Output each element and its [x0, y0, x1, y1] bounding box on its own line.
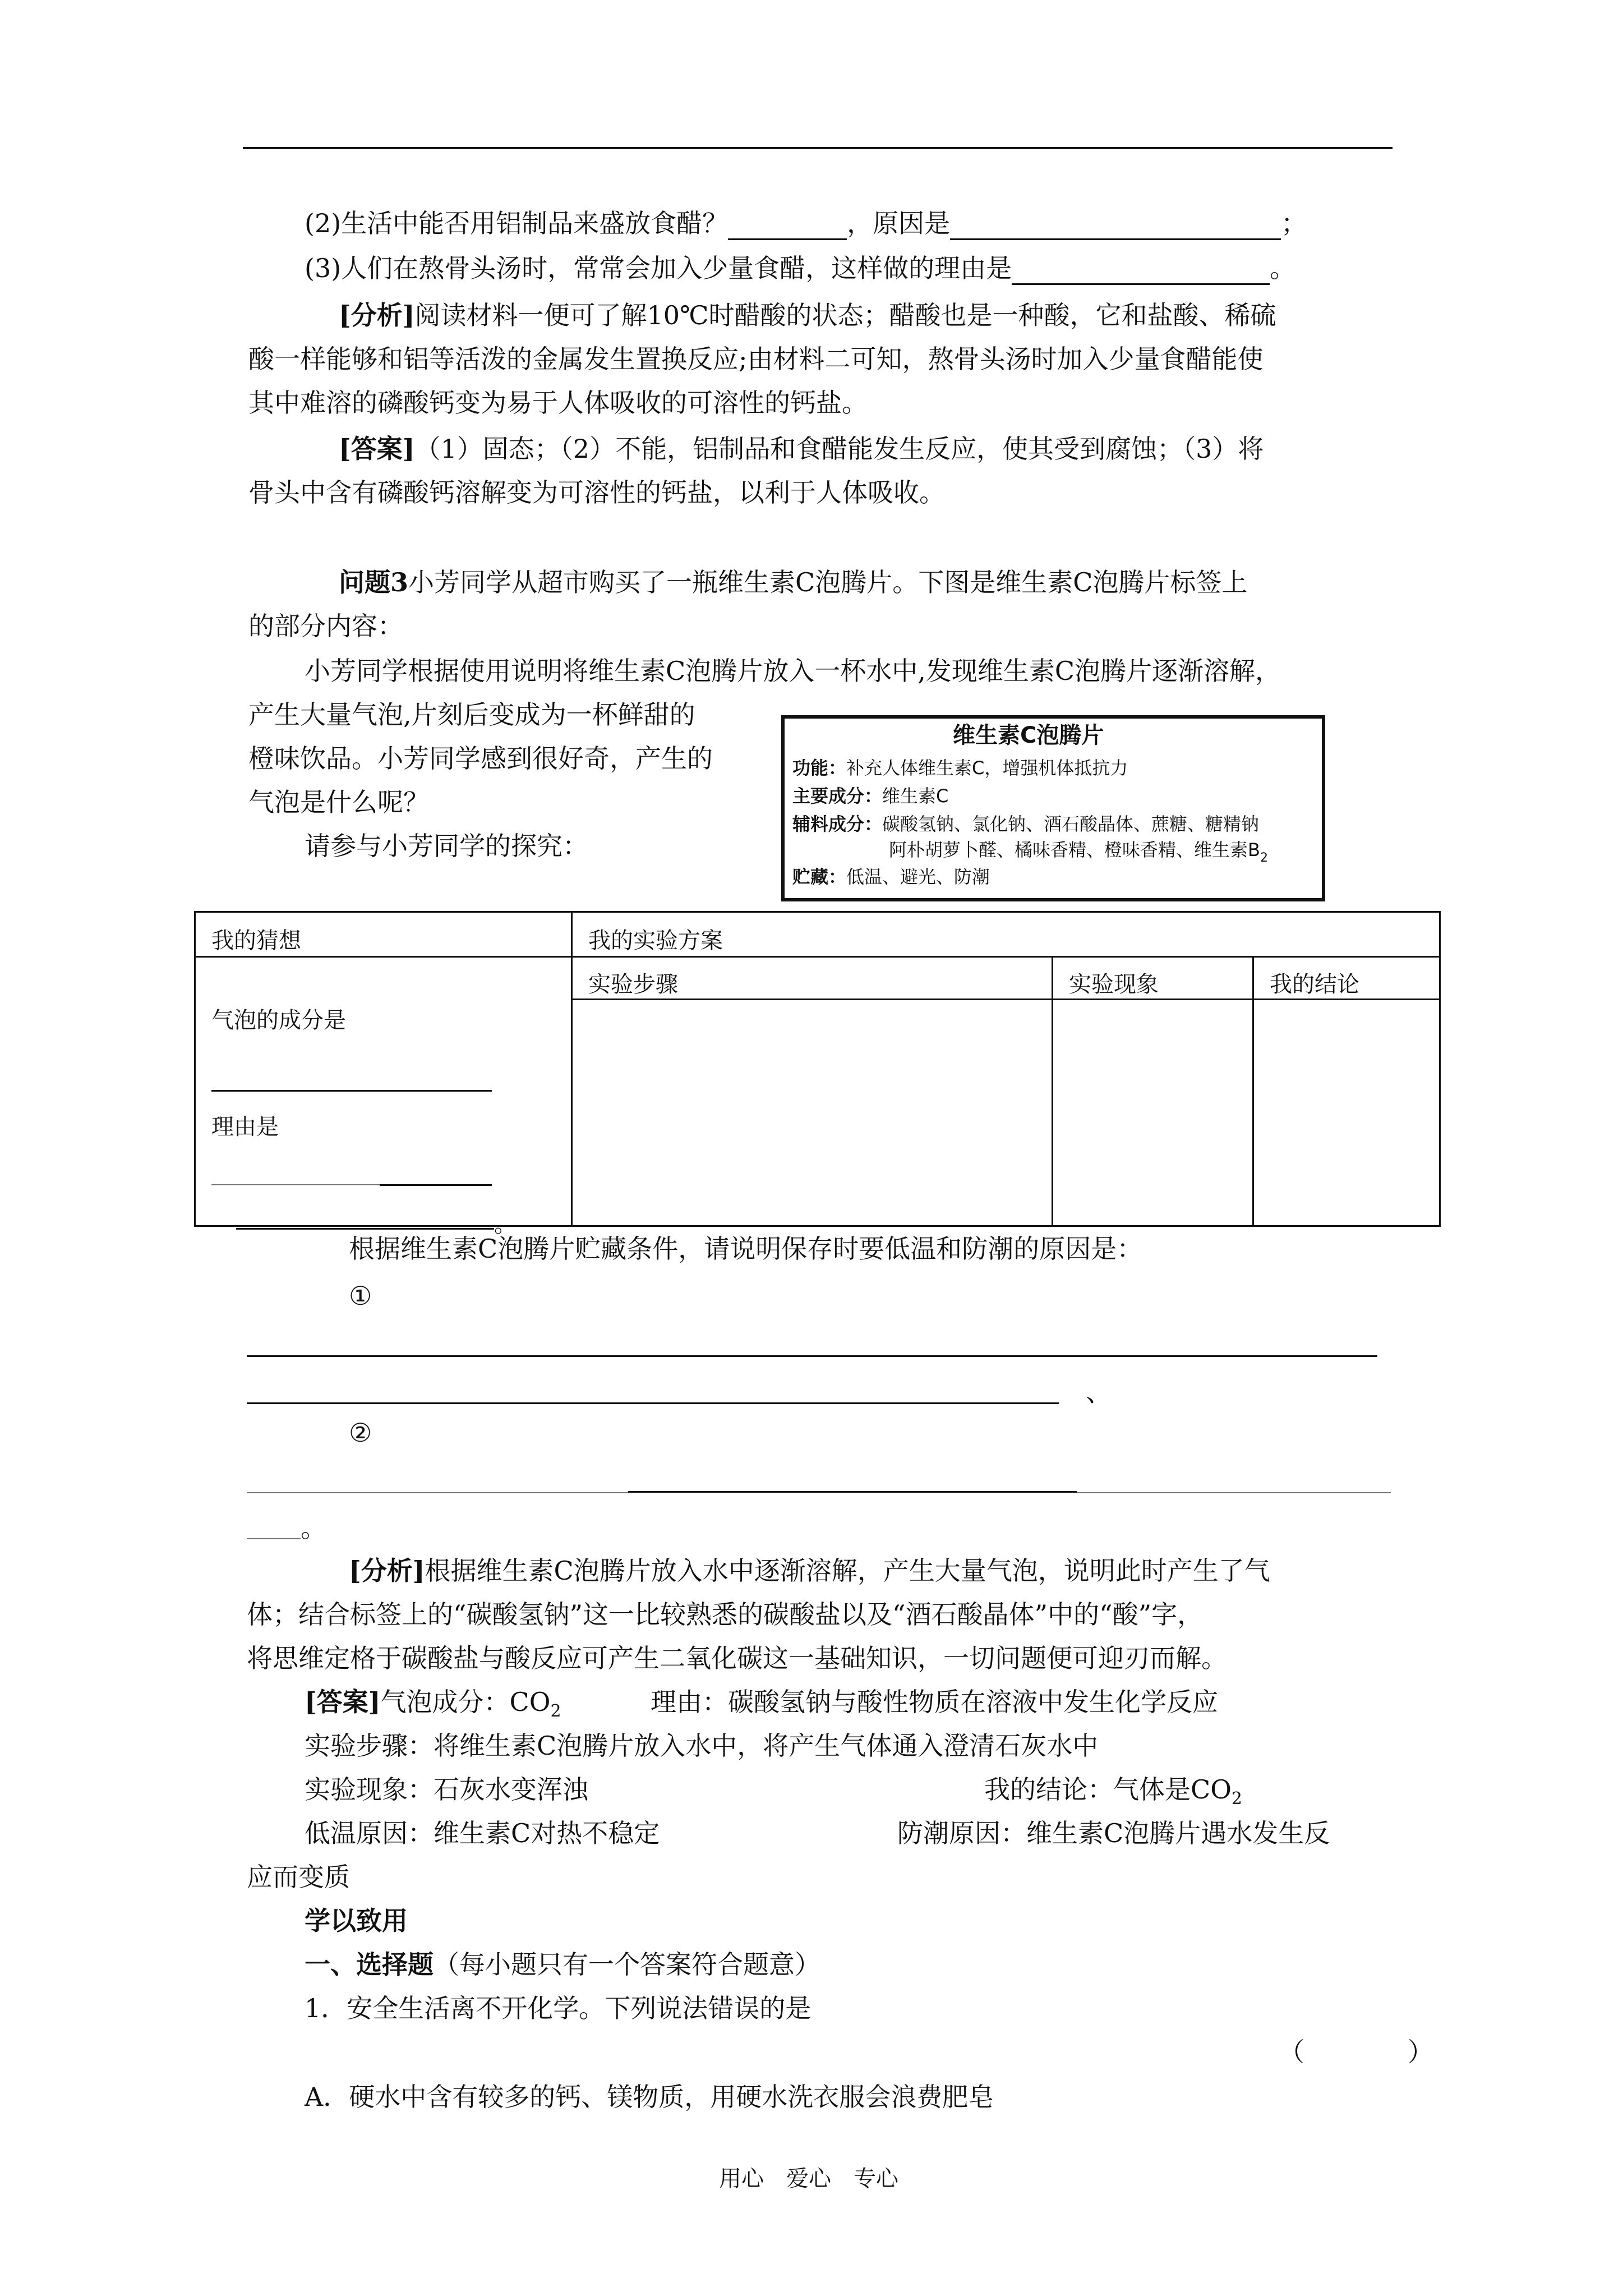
answer-2-steps: 实验步骤：将维生素C泡腾片放入水中，将产生气体通入澄清石灰水中 — [305, 1731, 1099, 1761]
storage-separator: 、 — [1086, 1377, 1112, 1407]
answer-2-moisture: 防潮原因：维生素C泡腾片遇水发生反 — [897, 1818, 1330, 1848]
analysis-2-line-1: [分析]根据维生素C泡腾片放入水中逐渐溶解，产生大量气泡，说明此时产生了气 — [349, 1556, 1270, 1586]
guess-cell[interactable]: 气泡的成分是 理由是 。 — [195, 957, 572, 1226]
storage-blank-2a[interactable] — [628, 1491, 1077, 1493]
problem-3-line-7: 请参与小芳同学的探究： — [305, 831, 588, 861]
problem-3-line-6: 气泡是什么呢？ — [248, 787, 429, 817]
answer-blank[interactable] — [950, 213, 1281, 240]
label-aux-ingredients-cont: 阿朴胡萝卜醛、橘味香精、橙味香精、维生素$B_2$ — [889, 839, 1268, 865]
header-steps: 实验步骤 — [572, 957, 1053, 1000]
header-my-guess: 我的猜想 — [195, 912, 572, 957]
phenomenon-cell[interactable] — [1053, 1000, 1253, 1226]
problem-3-line-4: 产生大量气泡,片刻后变成为一杯鲜甜的 — [248, 700, 695, 730]
storage-item-2-marker: ② — [349, 1418, 372, 1448]
experiment-table — [194, 911, 1441, 1237]
label-storage: 贮藏：低温、避光、防潮 — [792, 866, 990, 887]
analysis-2-line-2: 体；结合标签上的“碳酸氢钠”这一比较熟悉的碳酸盐以及“酒石酸晶体”中的“酸”字， — [247, 1599, 1204, 1630]
choice-question-1: 1．安全生活离不开化学。下列说法错误的是 — [305, 1993, 811, 2023]
storage-blank-1b[interactable] — [247, 1402, 1059, 1404]
choice-option-a[interactable]: A．硬水中含有较多的钙、镁物质，用硬水洗衣服会浪费肥皂 — [305, 2082, 994, 2112]
answer-blank[interactable] — [728, 213, 847, 240]
analysis-1-line-3: 其中难溶的磷酸钙变为易于人体吸收的可溶性的钙盐。 — [248, 388, 868, 418]
label-title: 维生素C泡腾片 — [953, 723, 1104, 748]
section-title: 学以致用 — [305, 1906, 408, 1936]
answer-2-conclusion: 我的结论：气体是$CO_2$ — [984, 1774, 1243, 1809]
answer-2-phenomenon: 实验现象：石灰水变浑浊 — [305, 1774, 588, 1805]
analysis-2-line-3: 将思维定格于碳酸盐与酸反应可产生二氧化碳这一基础知识，一切问题便可迎刃而解。 — [247, 1643, 1227, 1673]
guess-blank[interactable] — [211, 1090, 492, 1092]
answer-2-moisture-cont: 应而变质 — [247, 1862, 350, 1892]
answer-2-low-temp: 低温原因：维生素C对热不稳定 — [305, 1818, 660, 1848]
page-footer: 用心 爱心 专心 — [719, 2166, 898, 2192]
storage-blank-1a[interactable] — [247, 1355, 1377, 1357]
answer-2-reason: 理由：碳酸氢钠与酸性物质在溶液中发生化学反应 — [651, 1687, 1218, 1717]
question-3: (3)人们在熬骨头汤时，常常会加入少量食醋，这样做的理由是 。 — [305, 251, 1295, 285]
label-function: 功能：补充人体维生素C，增强机体抵抗力 — [792, 757, 1128, 779]
problem-3-line-2: 的部分内容： — [248, 611, 403, 641]
header-rule — [243, 147, 1393, 149]
problem-3-line-5: 橙味饮品。小芳同学感到很好奇，产生的 — [248, 743, 713, 774]
problem-3-line-1: 问题3小芳同学从超市购买了一瓶维生素C泡腾片。下图是维生素C泡腾片标签上 — [339, 567, 1248, 597]
analysis-1-line-2: 酸一样能够和铝等活泼的金属发生置换反应;由材料二可知，熬骨头汤时加入少量食醋能使 — [248, 344, 1264, 374]
conclusion-cell[interactable] — [1253, 1000, 1440, 1226]
analysis-1-line-1: [分析]阅读材料一便可了解10℃时醋酸的状态；醋酸也是一种酸，它和盐酸、稀硫 — [339, 300, 1276, 330]
reason-blank[interactable] — [380, 1184, 492, 1186]
steps-cell[interactable] — [572, 1000, 1053, 1226]
answer-parenthesis[interactable]: （ ） — [1279, 2037, 1433, 2067]
header-my-plan: 我的实验方案 — [572, 912, 1440, 957]
vitamin-c-label-image — [781, 715, 1325, 901]
reason-blank-2[interactable] — [236, 1228, 494, 1230]
header-phenomenon: 实验现象 — [1053, 957, 1253, 1000]
problem-3-line-3: 小芳同学根据使用说明将维生素C泡腾片放入一杯水中,发现维生素C泡腾片逐渐溶解， — [305, 656, 1281, 686]
section-part-1: 一、选择题（每小题只有一个答案符合题意） — [305, 1949, 820, 1980]
storage-blank-2b[interactable] — [247, 1538, 301, 1539]
answer-blank[interactable] — [1012, 257, 1270, 285]
header-conclusion: 我的结论 — [1253, 957, 1440, 1000]
question-2: (2)生活中能否用铝制品来盛放食醋？ ，原因是 ； — [305, 206, 1307, 240]
answer-1-line-1: [答案]（1）固态；（2）不能，铝制品和食醋能发生反应，使其受到腐蚀；（3）将 — [339, 434, 1264, 464]
storage-end: 。 — [301, 1513, 326, 1543]
label-main-ingredient: 主要成分：维生素C — [792, 785, 949, 807]
answer-2-gas: [答案]气泡成分：$CO_2$ — [305, 1687, 561, 1721]
storage-prompt: 根据维生素C泡腾片贮藏条件，请说明保存时要低温和防潮的原因是： — [349, 1234, 1143, 1264]
storage-item-1-marker: ① — [349, 1281, 372, 1311]
label-aux-ingredients: 辅料成分：碳酸氢钠、氯化钠、酒石酸晶体、蔗糖、糖精钠 — [792, 813, 1260, 835]
answer-1-line-2: 骨头中含有磷酸钙溶解变为可溶性的钙盐，以利于人体吸收。 — [248, 477, 945, 508]
